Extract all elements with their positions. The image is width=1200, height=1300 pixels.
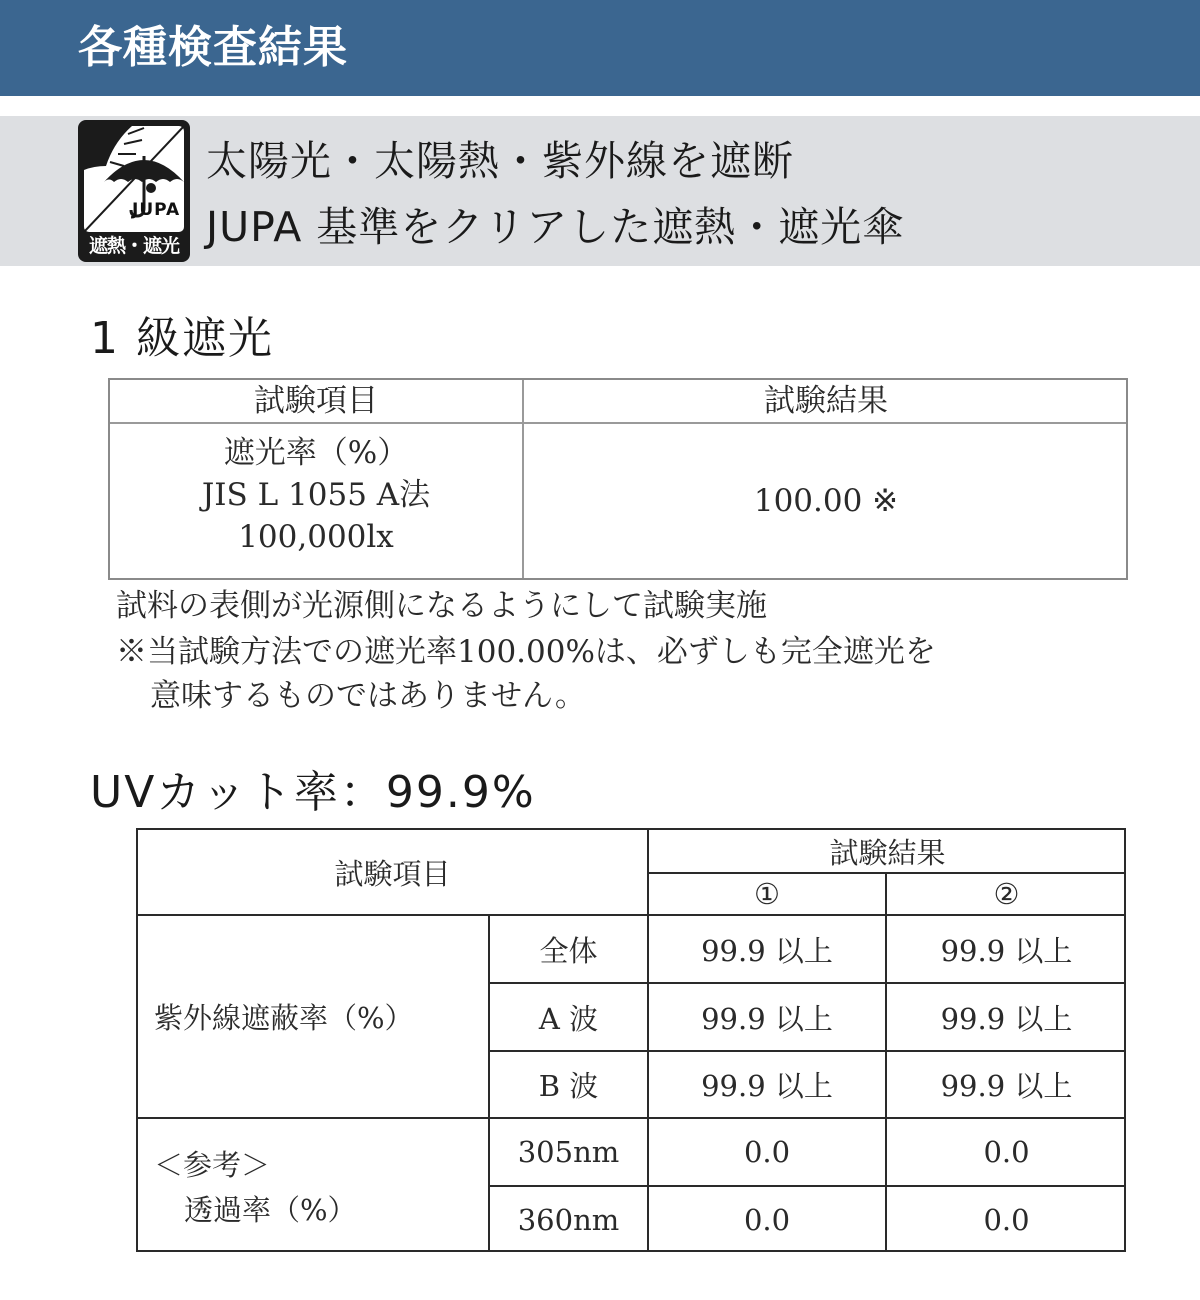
note-line: ※当試験方法での遮光率100.00%は、必ずしも完全遮光を — [116, 634, 936, 670]
test-item-cell — [110, 432, 522, 558]
value-cell: 99.9 以上 — [701, 1001, 833, 1036]
value-cell: 0.0 — [983, 1135, 1030, 1169]
header-test-result: 試験結果 — [829, 835, 946, 870]
header-test-item: 試験項目 — [334, 856, 451, 891]
header-sample-2: ② — [993, 877, 1020, 911]
header-test-result: 試験結果 — [764, 383, 888, 419]
value-cell: 0.0 — [743, 1202, 791, 1237]
transmittance-label — [138, 1119, 488, 1252]
row-label: 360nm — [517, 1202, 620, 1237]
section-title-shading: 1 級遮光 — [90, 313, 274, 364]
logo-jupa-text: JUPA — [132, 200, 181, 220]
row-label: B 波 — [538, 1069, 599, 1103]
test-item-line: JIS L 1055 A法 — [201, 477, 431, 513]
value-cell: 99.9 以上 — [701, 933, 833, 968]
header-test-item: 試験項目 — [254, 383, 378, 419]
jupa-logo — [78, 120, 190, 262]
row-label: A 波 — [538, 1001, 599, 1036]
test-result-cell: 100.00 ※ — [753, 483, 899, 519]
uv-shielding-label: 紫外線遮蔽率（%） — [154, 1001, 414, 1035]
banner-line-1: 太陽光・太陽熱・紫外線を遮断 — [206, 137, 794, 185]
note-line: 意味するものではありません。 — [150, 678, 586, 714]
table-divider — [110, 422, 1126, 424]
section-title-uv: UVカット率：99.9% — [90, 767, 536, 818]
value-cell: 99.9 以上 — [940, 933, 1073, 968]
row-label: 全体 — [539, 933, 598, 968]
row-label: 305nm — [517, 1135, 620, 1169]
shading-test-table — [108, 378, 1128, 580]
note-line: 試料の表側が光源側になるようにして試験実施 — [116, 588, 767, 624]
logo-inner — [84, 126, 184, 232]
value-cell: 0.0 — [743, 1135, 791, 1169]
test-item-line: 100,000lx — [238, 519, 394, 555]
uv-test-table — [136, 828, 1126, 1252]
value-cell: 0.0 — [983, 1202, 1030, 1237]
value-cell: 99.9 以上 — [701, 1069, 833, 1103]
logo-caption: 遮熱・遮光 — [88, 235, 179, 257]
banner-line-2: JUPA 基準をクリアした遮熱・遮光傘 — [206, 203, 905, 251]
test-item-line: 遮光率（%） — [223, 435, 409, 471]
page-header — [0, 0, 1200, 96]
reference-label: ＜参考＞ — [154, 1147, 271, 1182]
page-title: 各種検査結果 — [78, 22, 348, 73]
value-cell: 99.9 以上 — [940, 1069, 1073, 1103]
transmittance-text: 透過率（%） — [184, 1192, 357, 1227]
value-cell: 99.9 以上 — [940, 1001, 1073, 1036]
header-sample-1: ① — [754, 877, 780, 911]
